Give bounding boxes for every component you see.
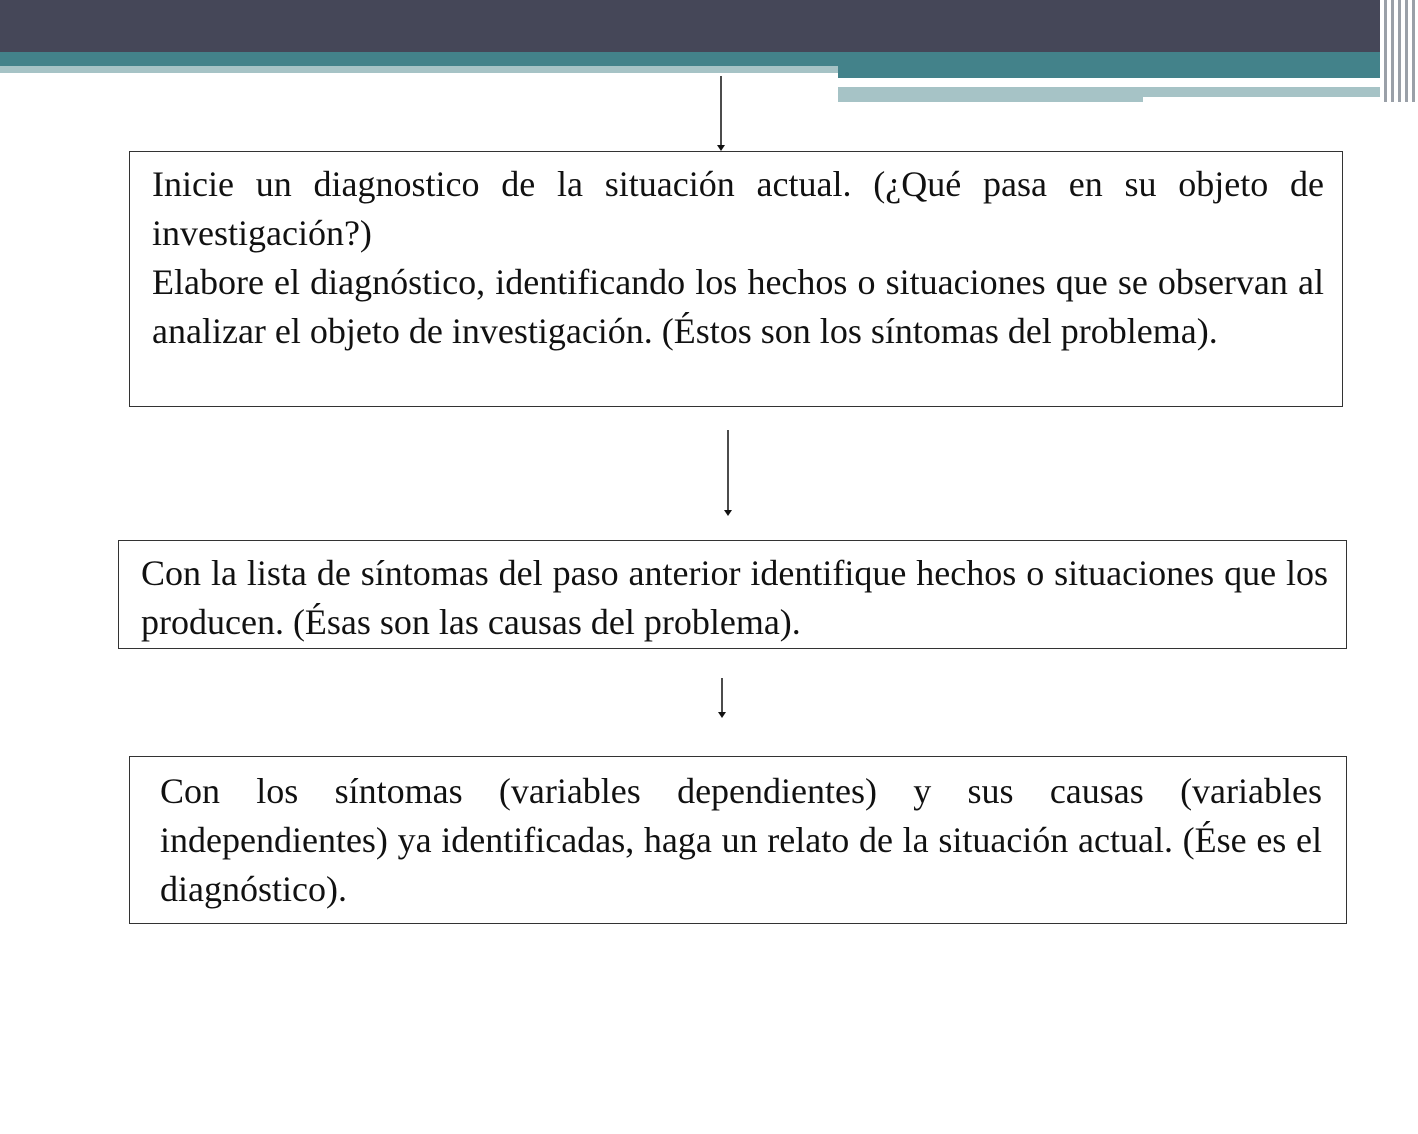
step-box-1: [129, 151, 1343, 407]
step-box-3: [129, 756, 1347, 924]
header-bar-light-right-end: [1143, 87, 1380, 97]
header-bar-teal: [0, 52, 1380, 66]
header-bar-dark: [0, 0, 1380, 52]
header-bar-teal-right: [838, 66, 1380, 78]
header-white-line: [838, 82, 1314, 85]
step-2-paragraph-1: Con la lista de síntomas del paso anterior identifique hechos o situaciones que los producen. (Ésas son las causas del problema).: [141, 553, 1328, 642]
header-bar-light-left: [0, 66, 838, 73]
arrowhead-step-2: [724, 510, 732, 516]
header-stripes: [1380, 0, 1418, 102]
step-1-paragraph-1: Inicie un diagnostico de la situación actual. (¿Qué pasa en su objeto de investigación?): [152, 164, 1324, 253]
step-1-paragraph-2: Elabore el diagnóstico, identificando los hechos o situaciones que se observan al analizar el objeto de investigación. (Éstos son los síntomas del problema).: [152, 262, 1324, 351]
step-box-2: [118, 540, 1347, 649]
header-bar-light-right: [838, 87, 1143, 102]
step-3-paragraph-1: Con los síntomas (variables dependientes) y sus causas (variables independientes) ya identificadas, haga un relato de la situación actual. (Ése es el diagnóstico).: [160, 771, 1322, 909]
arrowhead-step-3: [718, 712, 726, 718]
